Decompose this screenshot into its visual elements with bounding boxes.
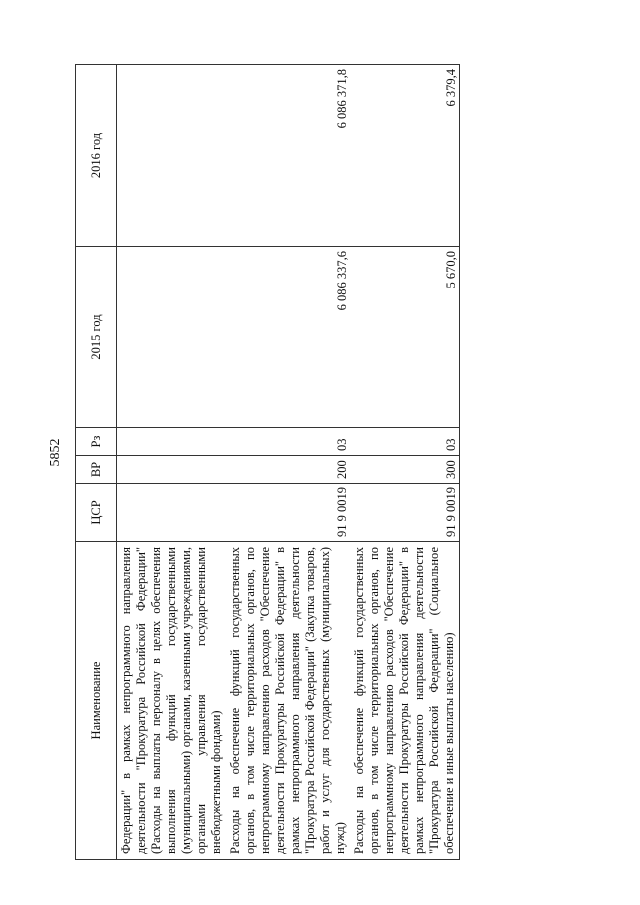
row-2016: 6 379,4: [350, 65, 460, 247]
row-vr: [117, 456, 227, 484]
header-name: Наименование: [76, 542, 117, 860]
table-row: [117, 65, 227, 860]
row-2016: 6 086 371,8: [226, 65, 350, 247]
row-2015: 6 086 337,6: [226, 247, 350, 428]
row-rz: 03: [226, 428, 350, 456]
row-vr: 200: [226, 456, 350, 484]
row-2015: 5 670,0: [350, 247, 460, 428]
row-rz: 03: [350, 428, 460, 456]
row-name: Расходы на обеспечение функций государственных органов, в том числе территориальных органов, по непрограммному направлению расходов "Обеспечение деятельности Прокуратуры Российской Федерации" в рамках непрограммного направления деятельности "Прокуратура Российской Федерации" (Закупка товаров, работ и услуг для государственных (муниципальных) нужд): [226, 542, 350, 860]
row-2016: [117, 65, 227, 247]
header-2016: 2016 год: [76, 65, 117, 247]
row-name: Расходы на обеспечение функций государственных органов, в том числе территориальных органов, по непрограммному направлению расходов "Обеспечение деятельности Прокуратуры Российской Федерации" в рамках непрограммного направления деятельности "Прокуратура Российской Федерации" (Социальное обеспечение и иные выплаты населению): [350, 542, 460, 860]
header-csr: ЦСР: [76, 484, 117, 542]
table-header-row: [76, 65, 117, 860]
header-rz: Рз: [76, 428, 117, 456]
row-csr: [117, 484, 227, 542]
row-2015: [117, 247, 227, 428]
budget-table: [75, 64, 460, 860]
table-row: [226, 65, 350, 860]
table-row: [350, 65, 460, 860]
page-number: 5852: [48, 438, 63, 467]
header-vr: ВР: [76, 456, 117, 484]
header-2015: 2015 год: [76, 247, 117, 428]
row-csr: 91 9 0019: [226, 484, 350, 542]
row-vr: 300: [350, 456, 460, 484]
row-csr: 91 9 0019: [350, 484, 460, 542]
row-name: Федерации" в рамках непрограммного направления деятельности "Прокуратура Российской Федерации" (Расходы на выплаты персоналу в целях обеспечения выполнения функций государственными (муниципальными) органами, казенными учреждениями, органами управления государственными внебюджетными фондами): [117, 542, 227, 860]
row-rz: [117, 428, 227, 456]
